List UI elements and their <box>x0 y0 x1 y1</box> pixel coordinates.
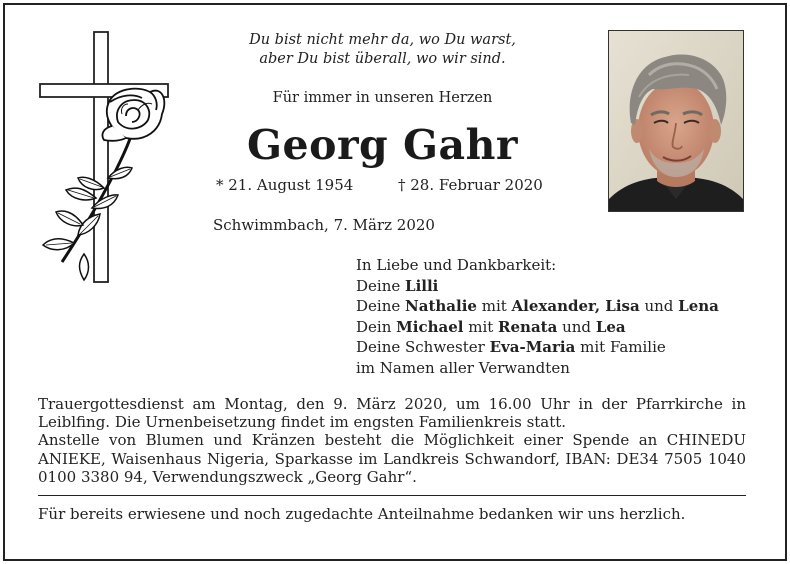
verse <box>200 31 565 69</box>
text-span: mit <box>476 297 512 315</box>
cross-with-rose-icon <box>38 30 173 285</box>
family-line-3 <box>356 317 719 338</box>
family-intro: In Liebe und Dankbarkeit: <box>356 256 557 274</box>
family-line-2 <box>356 296 719 317</box>
birth-date: * 21. August 1954 <box>216 176 354 194</box>
text-span: und <box>639 297 679 315</box>
family-line-5: im Namen aller Verwandten <box>356 358 570 377</box>
name-lilli: Lilli <box>405 276 439 295</box>
verse-line-2: aber Du bist überall, wo wir sind. <box>259 51 506 67</box>
name-lena: Lena <box>678 297 719 315</box>
deceased-name: Georg Gahr <box>247 121 518 169</box>
service-details: Trauergottesdienst am Montag, den 9. März 2020, um 16.00 Uhr in der Pfarrkirche in Leiblfing. Die Urnenbeisetzung findet im engsten Familienkreis statt. <box>38 395 746 432</box>
place-and-date: Schwimmbach, 7. März 2020 <box>213 216 435 234</box>
family-line-1 <box>356 276 719 297</box>
text-span: Deine <box>356 276 406 295</box>
service-notice <box>38 395 746 486</box>
name-renata: Renata <box>498 317 558 336</box>
thanks-line: Für bereits erwiesene und noch zugedachte Anteilnahme bedanken wir uns herzlich. <box>38 505 686 523</box>
name-lea: Lea <box>595 317 626 336</box>
text-span: Deine Schwester <box>356 338 490 356</box>
death-date: † 28. Februar 2020 <box>398 176 543 194</box>
text-span: und <box>557 317 596 336</box>
divider <box>38 495 746 496</box>
name-nathalie: Nathalie <box>405 297 477 315</box>
name-michael: Michael <box>396 317 464 336</box>
text-span: mit Familie <box>575 338 666 356</box>
text-span: mit <box>463 317 499 336</box>
text-span: Deine <box>356 297 406 315</box>
subtitle: Für immer in unseren Herzen <box>272 90 493 106</box>
name-eva-maria: Eva-Maria <box>489 338 576 356</box>
verse-line-1: Du bist nicht mehr da, wo Du warst, <box>249 32 516 48</box>
donation-details: Anstelle von Blumen und Kränzen besteht die Möglichkeit einer Spende an CHINEDU ANIEKE, Waisenhaus Nigeria, Sparkasse im Landkreis Schwandorf, IBAN: DE34 7505 1040 0100 3380 94, Verwendungszweck „Georg Gahr“. <box>38 431 746 486</box>
portrait-photo <box>608 30 744 212</box>
family-signatures <box>356 255 719 378</box>
text-span: Dein <box>356 317 397 336</box>
family-line-4 <box>356 337 719 358</box>
name-alexander-lisa: Alexander, Lisa <box>511 297 640 315</box>
